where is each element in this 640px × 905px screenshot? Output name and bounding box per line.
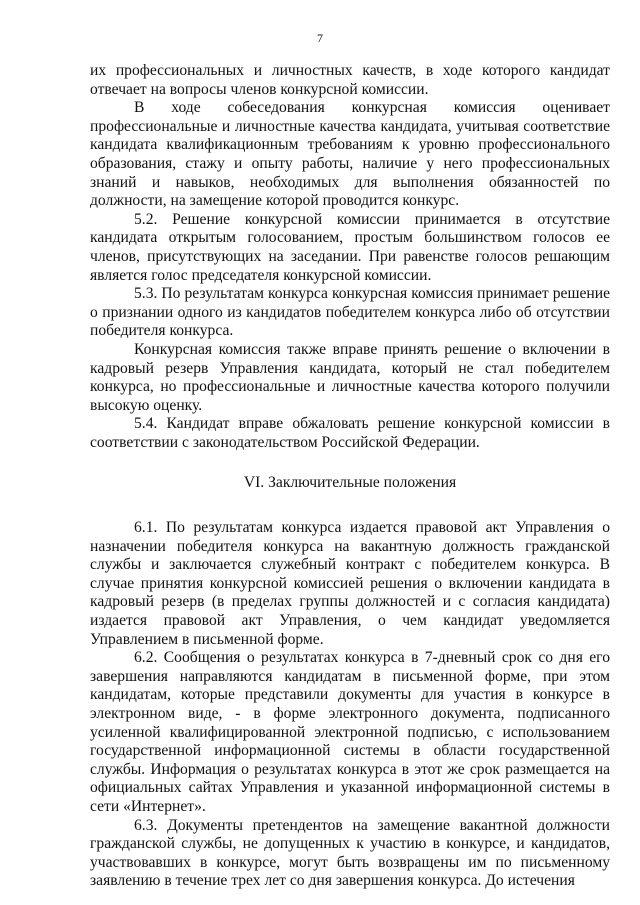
paragraph-interview: В ходе собеседования конкурсная комиссия оценивает профессиональные и личностные качества кандидата, учитывая соответствие кандидата квалификационным требованиям к уровню профессионального образования, стажу и опыту работы, наличие у него профессиональных знаний и навыков, необходимых для выполнения обязанностей по должности, на замещение которой проводится конкурс.: [90, 99, 610, 210]
paragraph-reserve: Конкурсная комиссия также вправе принять решение о включении в кадровый резерв Управления кандидата, который не стал победителем конкурса, но профессиональные и личностные качества которого получили высокую оценку.: [90, 340, 610, 414]
paragraph-5-3: 5.3. По результатам конкурса конкурсная комиссия принимает решение о признании одного из кандидатов победителем конкурса либо об отсутствии победителя конкурса.: [90, 285, 610, 340]
document-body: [90, 62, 610, 891]
paragraph-6-1: 6.1. По результатам конкурса издается правовой акт Управления о назначении победителя конкурса на вакантную должность гражданской службы и заключается служебный контракт с победителем конкурса. В случае принятия конкурсной комиссией решения о включении кандидата в кадровый резерв (в пределах группы должностей и с согласия кандидата) издается правовой акт Управления, о чем кандидат уведомляется Управлением в письменной форме.: [90, 519, 610, 648]
section-title: VI. Заключительные положения: [243, 474, 457, 492]
paragraph-6-2: 6.2. Сообщения о результатах конкурса в 7-дневный срок со дня его завершения направляются кандидатам в письменной форме, при этом кандидатам, которые представили документы для участия в конкурсе в электронном виде, - в форме электронного документа, подписанного усиленной квалифицированной электронной подписью, с использованием государственной информационной системы в области государственной службы. Информация о результатах конкурса в этот же срок размещается на официальных сайтах Управления и указанной информационной системы в сети «Интернет».: [90, 649, 610, 815]
paragraph-continuation: их профессиональных и личностных качеств, в ходе которого кандидат отвечает на вопросы членов конкурсной комиссии.: [90, 62, 610, 98]
paragraph-5-4: 5.4. Кандидат вправе обжаловать решение конкурсной комиссии в соответствии с законодательством Российской Федерации.: [90, 415, 610, 451]
paragraph-5-2: 5.2. Решение конкурсной комиссии принимается в отсутствие кандидата открытым голосованием, простым большинством голосов ее членов, присутствующих на заседании. При равенстве голосов решающим является голос председателя конкурсной комиссии.: [90, 210, 610, 284]
paragraph-6-3: 6.3. Документы претендентов на замещение вакантной должности гражданской службы, не допущенных к участию в конкурсе, и кандидатов, участвовавших в конкурсе, могут быть возвращены им по письменному заявлению в течение трех лет со дня завершения конкурса. До истечения: [90, 816, 610, 890]
page-number: 7: [317, 31, 323, 45]
